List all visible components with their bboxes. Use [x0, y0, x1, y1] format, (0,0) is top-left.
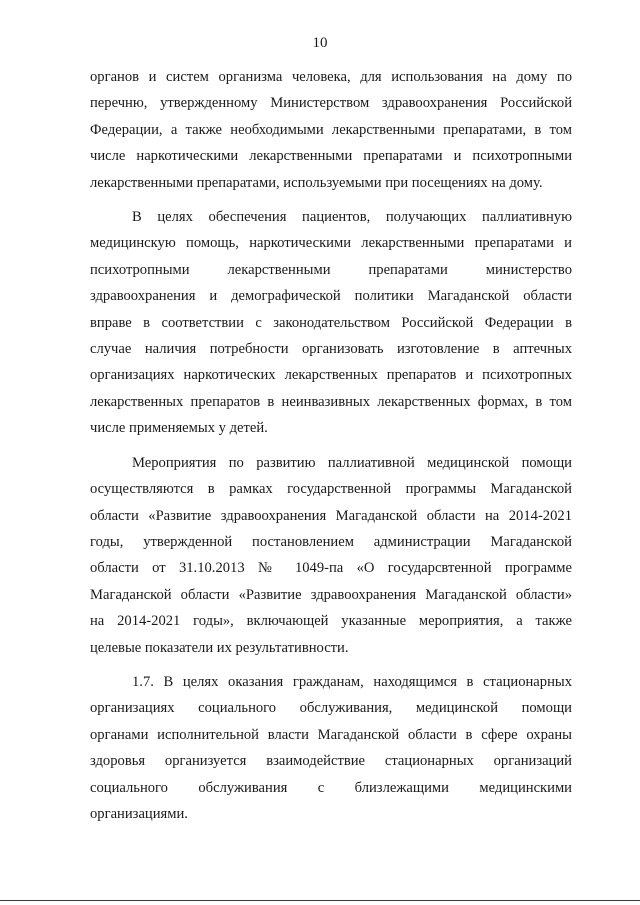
paragraph-2	[90, 204, 572, 442]
text-line: числе применяемых у детей.	[90, 420, 268, 437]
text-line: области от 31.10.2013 № 1049-па «О государсвтенной программе	[90, 560, 572, 577]
text-line: психотропными лекарственными препаратами министерство	[90, 261, 572, 278]
document-body	[90, 64, 572, 827]
text-line: вправе в соответствии с законодательством Российской Федерации в	[90, 314, 572, 331]
text-line: целевые показатели их результативности.	[90, 639, 349, 656]
text-line: организациях социального обслуживания, медицинской помощи	[90, 700, 572, 717]
text-line: случае наличия потребности организовать изготовление в аптечных	[90, 341, 572, 358]
text-line: перечню, утвержденному Министерством здравоохранения Российской	[90, 95, 572, 112]
text-line: области «Развитие здравоохранения Магаданской области на 2014-2021	[90, 507, 572, 524]
text-line: медицинскую помощь, наркотическими лекарственными препаратами и	[90, 235, 572, 252]
text-line: социального обслуживания с близлежащими медицинскими	[90, 779, 572, 796]
paragraph-3	[90, 450, 572, 661]
text-line: Мероприятия по развитию паллиативной медицинской помощи	[132, 454, 572, 471]
text-line: Федерации, а также необходимыми лекарственными препаратами, в том	[90, 121, 572, 138]
text-line: Магаданской области «Развитие здравоохранения Магаданской области»	[90, 586, 572, 603]
text-line: годы, утвержденной постановлением администрации Магаданской	[90, 533, 572, 550]
text-line: здоровья организуется взаимодействие стационарных организаций	[90, 753, 572, 770]
paragraph-1	[90, 64, 572, 196]
text-line: лекарственных препаратов в неинвазивных лекарственных формах, в том	[90, 393, 572, 410]
text-line: осуществляются в рамках государственной программы Магаданской	[90, 481, 572, 498]
text-line: организациями.	[90, 805, 188, 822]
text-line: здравоохранения и демографической политики Магаданской области	[90, 288, 572, 305]
text-line: числе наркотическими лекарственными препаратами и психотропными	[90, 148, 572, 165]
text-line: В целях обеспечения пациентов, получающих паллиативную	[132, 209, 572, 226]
text-line: на 2014-2021 годы», включающей указанные мероприятия, а также	[90, 613, 572, 630]
text-line: лекарственными препаратами, используемыми при посещениях на дому.	[90, 174, 543, 191]
text-line: организациях наркотических лекарственных препаратов и психотропных	[90, 367, 572, 384]
paragraph-4	[90, 669, 572, 827]
text-line: органами исполнительной власти Магаданской области в сфере охраны	[90, 726, 572, 743]
text-line: органов и систем организма человека, для использования на дому по	[90, 69, 572, 85]
page-number: 10	[312, 35, 328, 51]
page-bottom-rule	[0, 900, 640, 901]
text-line: 1.7. В целях оказания гражданам, находящимся в стационарных	[132, 673, 572, 690]
